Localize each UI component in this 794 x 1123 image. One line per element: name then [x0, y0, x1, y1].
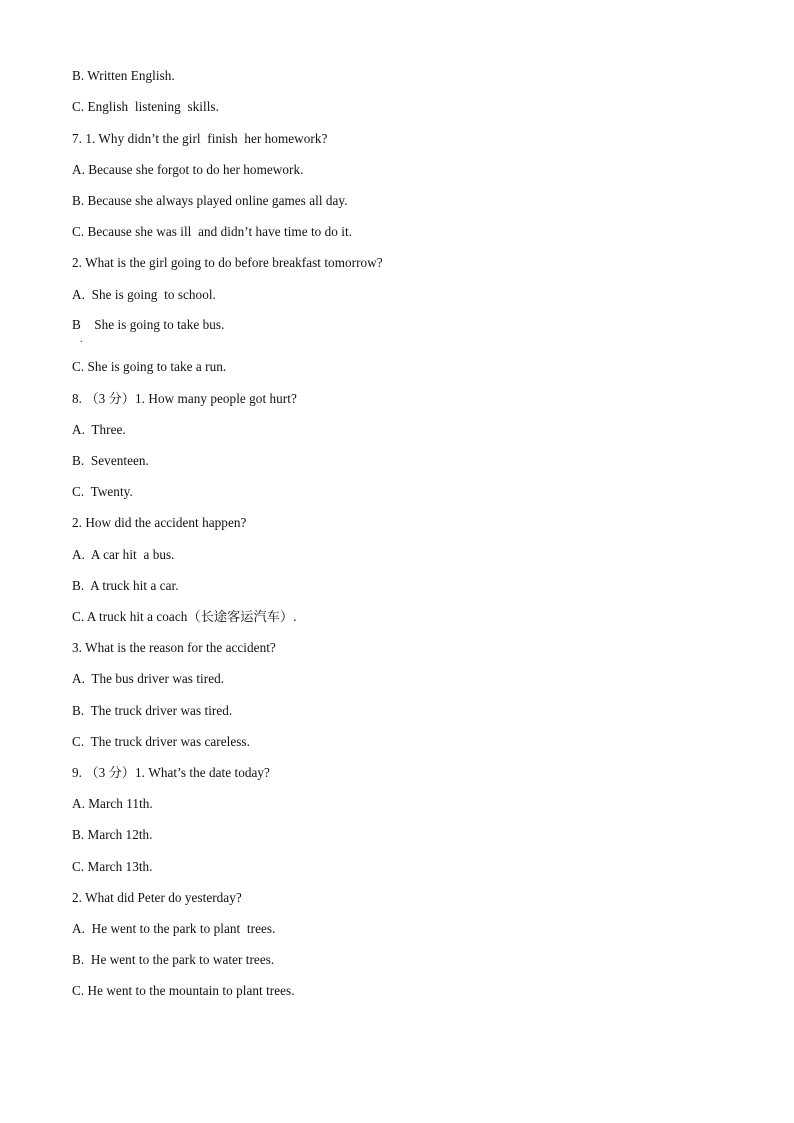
q9-1-option-c: C. March 13th.: [72, 859, 153, 874]
q7-2-option-b: B She is going to take bus.: [72, 317, 225, 332]
q8-3-option-a: A. The bus driver was tired.: [72, 671, 225, 686]
q8-2-option-b: B. A truck hit a car.: [72, 578, 179, 593]
q9-2-option-a: A. He went to the park to plant trees.: [72, 921, 276, 936]
option-c-listening-skills: C. English listening skills.: [72, 99, 219, 114]
q8-1-option-a: A. Three.: [72, 422, 126, 437]
q7-2-option-c: C. She is going to take a run.: [72, 359, 227, 374]
q8-2-option-c: C. A truck hit a coach（长途客运汽车）.: [72, 609, 297, 624]
q9-1-option-b: B. March 12th.: [72, 827, 153, 842]
option-b-written-english: B. Written English.: [72, 68, 175, 83]
q8-1-option-c: C. Twenty.: [72, 484, 133, 499]
question-7-1: 7. 1. Why didn’t the girl finish her homework?: [72, 131, 328, 146]
q7-1-option-a: A. Because she forgot to do her homework.: [72, 162, 304, 177]
q8-3-option-b: B. The truck driver was tired.: [72, 703, 233, 718]
question-8-2: 2. How did the accident happen?: [72, 515, 247, 530]
question-8-3: 3. What is the reason for the accident?: [72, 640, 276, 655]
stray-period-mark: .: [80, 334, 83, 345]
q7-1-option-c: C. Because she was ill and didn’t have time to do it.: [72, 224, 353, 239]
q8-3-option-c: C. The truck driver was careless.: [72, 734, 250, 749]
q9-1-option-a: A. March 11th.: [72, 796, 153, 811]
q9-2-option-c: C. He went to the mountain to plant trees.: [72, 983, 295, 998]
q9-2-option-b: B. He went to the park to water trees.: [72, 952, 275, 967]
question-7-2: 2. What is the girl going to do before breakfast tomorrow?: [72, 255, 383, 270]
q7-1-option-b: B. Because she always played online games all day.: [72, 193, 348, 208]
question-8-1: 8. （3 分）1. How many people got hurt?: [72, 391, 297, 406]
question-9-2: 2. What did Peter do yesterday?: [72, 890, 242, 905]
q7-2-option-a: A. She is going to school.: [72, 287, 216, 302]
question-9-1: 9. （3 分）1. What’s the date today?: [72, 765, 270, 780]
q8-2-option-a: A. A car hit a bus.: [72, 547, 175, 562]
q8-1-option-b: B. Seventeen.: [72, 453, 149, 468]
